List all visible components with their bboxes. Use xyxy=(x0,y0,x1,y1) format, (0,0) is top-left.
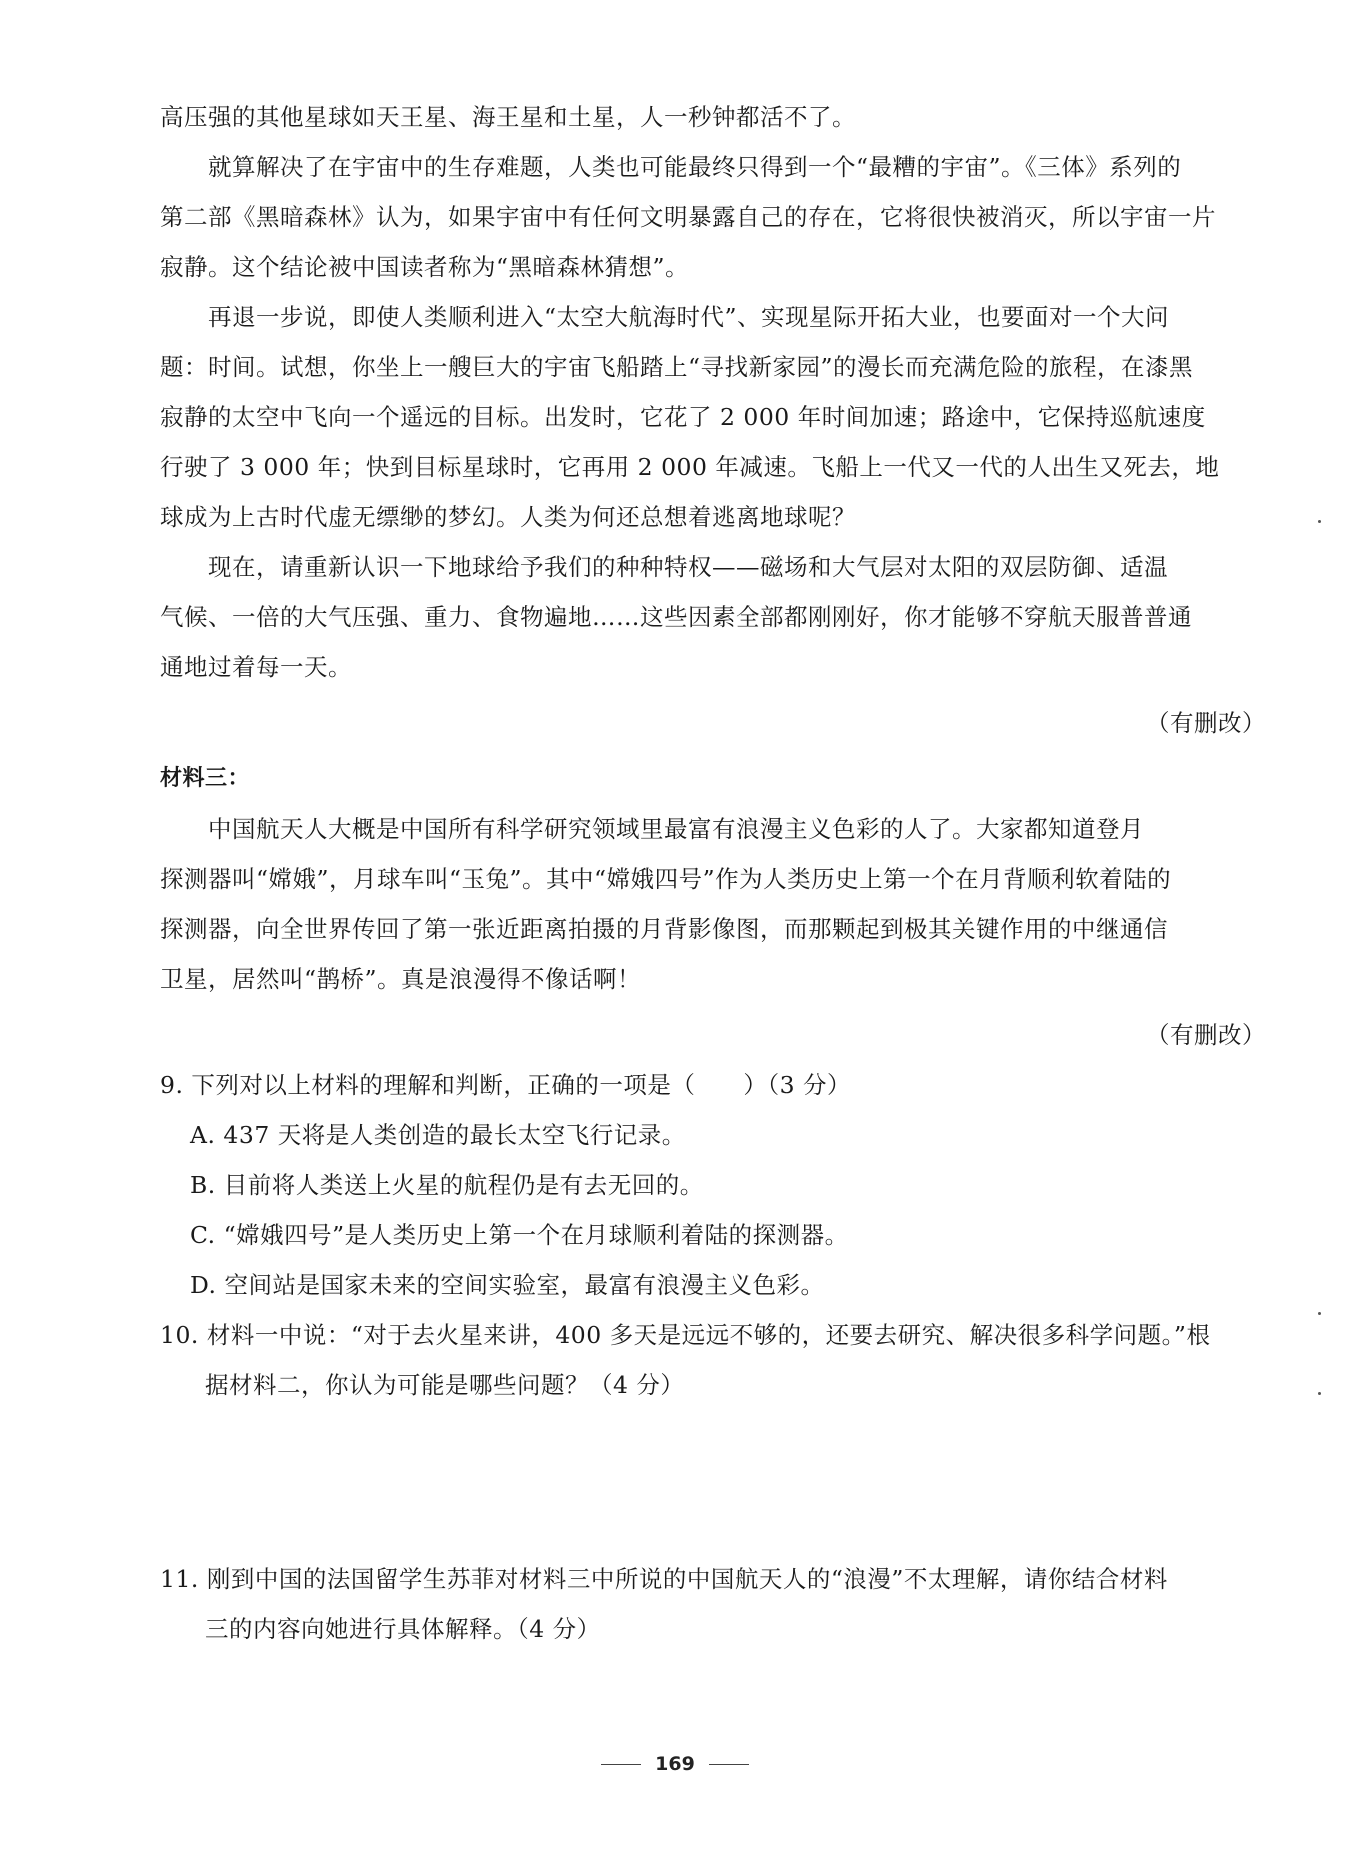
material-heading: 材料三： xyxy=(160,766,251,791)
material-three xyxy=(160,754,1268,1060)
paragraph-line: 就算解决了在宇宙中的生存难题，人类也可能最终只得到一个“最糟的宇宙”。《三体》系列的 xyxy=(208,153,1182,181)
option-b: B. 目前将人类送上火星的航程仍是有去无回的。 xyxy=(190,1171,704,1199)
paragraph-line: 探测器叫“嫦娥”，月球车叫“玉兔”。其中“嫦娥四号”作为人类历史上第一个在月背顺利软着陆的 xyxy=(160,865,1172,893)
passage-continued xyxy=(160,92,1268,748)
document-page xyxy=(160,92,1268,1654)
question-10 xyxy=(160,1310,1268,1554)
page-footer xyxy=(0,1753,1350,1775)
footer-dash xyxy=(601,1764,641,1765)
paragraph-line: 高压强的其他星球如天王星、海王星和土星，人一秒钟都活不了。 xyxy=(160,103,856,131)
edit-note: （有删改） xyxy=(1146,1021,1266,1049)
paragraph-line: 题：时间。试想，你坐上一艘巨大的宇宙飞船踏上“寻找新家园”的漫长而充满危险的旅程，在漆黑 xyxy=(160,353,1194,381)
answer-space xyxy=(160,1410,1268,1554)
paragraph-line: 行驶了 3 000 年；快到目标星球时，它再用 2 000 年减速。飞船上一代又一代的人出生又死去，地 xyxy=(160,453,1220,481)
paragraph-line: 卫星，居然叫“鹊桥”。真是浪漫得不像话啊！ xyxy=(160,965,642,993)
page-number: 169 xyxy=(655,1753,695,1775)
paragraph-line: 中国航天人大概是中国所有科学研究领域里最富有浪漫主义色彩的人了。大家都知道登月 xyxy=(208,815,1144,843)
margin-mark xyxy=(1318,1392,1321,1395)
footer-dash xyxy=(709,1764,749,1765)
paragraph-line: 第二部《黑暗森林》认为，如果宇宙中有任何文明暴露自己的存在，它将很快被消灭，所以宇宙一片 xyxy=(160,203,1216,231)
question-9 xyxy=(160,1060,1268,1310)
question-stem: 11. 刚到中国的法国留学生苏菲对材料三中所说的中国航天人的“浪漫”不太理解，请你结合材料 xyxy=(160,1565,1168,1593)
margin-mark xyxy=(1318,520,1321,523)
paragraph-line: 寂静的太空中飞向一个遥远的目标。出发时，它花了 2 000 年时间加速；路途中，它保持巡航速度 xyxy=(160,403,1206,431)
paragraph-line: 通地过着每一天。 xyxy=(160,653,352,681)
question-stem: 据材料二，你认为可能是哪些问题？（4 分） xyxy=(205,1371,685,1399)
paragraph-line: 寂静。这个结论被中国读者称为“黑暗森林猜想”。 xyxy=(160,253,690,281)
option-a: A. 437 天将是人类创造的最长太空飞行记录。 xyxy=(190,1121,686,1149)
option-c: C. “嫦娥四号”是人类历史上第一个在月球顺利着陆的探测器。 xyxy=(190,1221,849,1249)
question-11 xyxy=(160,1554,1268,1654)
paragraph-line: 探测器，向全世界传回了第一张近距离拍摄的月背影像图，而那颗起到极其关键作用的中继通信 xyxy=(160,915,1168,943)
paragraph-line: 球成为上古时代虚无缥缈的梦幻。人类为何还总想着逃离地球呢？ xyxy=(160,503,856,531)
paragraph-line: 现在，请重新认识一下地球给予我们的种种特权——磁场和大气层对太阳的双层防御、适温 xyxy=(208,553,1168,581)
option-d: D. 空间站是国家未来的空间实验室，最富有浪漫主义色彩。 xyxy=(190,1271,825,1299)
paragraph-line: 再退一步说，即使人类顺利进入“太空大航海时代”、实现星际开拓大业，也要面对一个大问 xyxy=(208,303,1170,331)
edit-note: （有删改） xyxy=(1146,709,1266,737)
margin-mark xyxy=(1318,1312,1321,1315)
question-stem: 10. 材料一中说：“对于去火星来讲，400 多天是远远不够的，还要去研究、解决很多科学问题。”根 xyxy=(160,1321,1211,1349)
question-stem: 9. 下列对以上材料的理解和判断，正确的一项是（ ）（3 分） xyxy=(160,1071,852,1099)
paragraph-line: 气候、一倍的大气压强、重力、食物遍地……这些因素全部都刚刚好，你才能够不穿航天服普普通 xyxy=(160,603,1192,631)
question-stem: 三的内容向她进行具体解释。（4 分） xyxy=(205,1615,601,1643)
